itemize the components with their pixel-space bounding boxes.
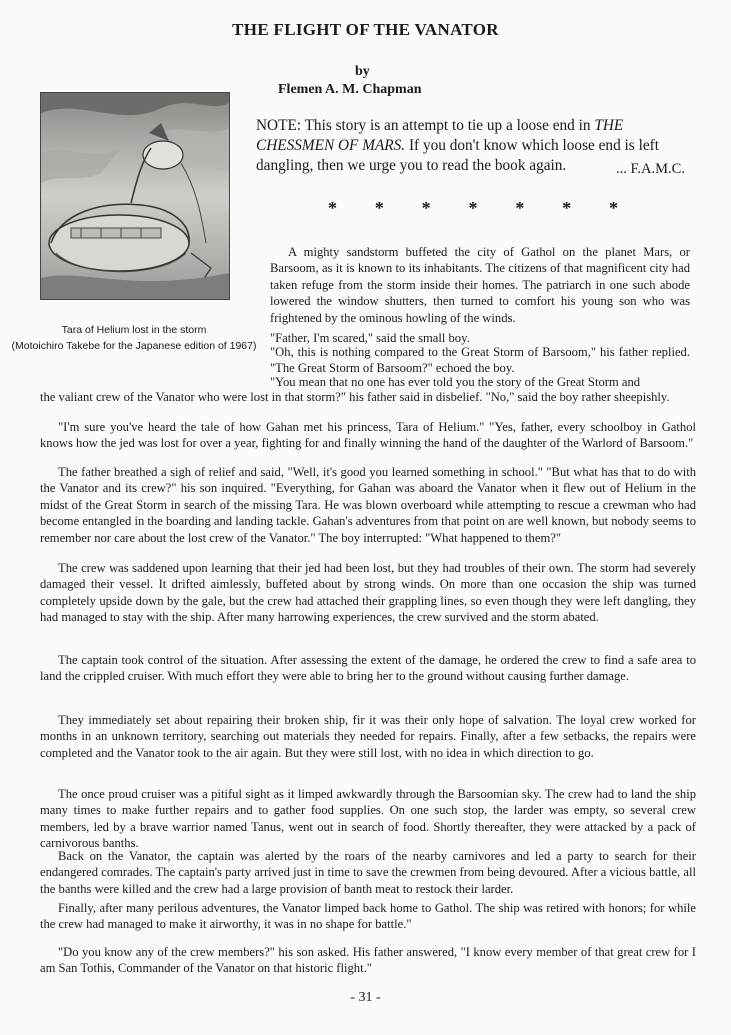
- story-paragraph: The father breathed a sigh of relief and said, "Well, it's good you learned something in school." "But what has that to do with the Vanator and its crew?" his son inquired. "Everything, for Gahan was aboard the Vanator when it flew out of Helium in the midst of the Great Storm in search of the missing Tara. He was blown overboard while attempting to rescue a crewman who had become entangled in the boarding and landing tackle. Gahan's adventures from that point on are well known, but nobody seems to remember nor care about the lost crew of the Vanator." The boy interrupted: "What happened to them?": [40, 465, 696, 545]
- separator-star: *: [515, 198, 525, 218]
- story-paragraph: A mighty sandstorm buffeted the city of Gathol on the planet Mars, or Barsoom, as it is known to its inhabitants. The citizens of that magnificent city had taken refuge from the storm inside their homes. The patriarch in one such abode lowered the window shutters, then turned to comfort his young son who was frightened by the ominous howling of the winds.: [270, 245, 690, 325]
- story-paragraph: The captain took control of the situation. After assessing the extent of the damage, he ordered the crew to find a safe area to land the crippled cruiser. With much effort they were able to bring her to the ground without causing further damage.: [40, 653, 696, 684]
- story-paragraph: Finally, after many perilous adventures, the Vanator limped back home to Gathol. The ship was retired with honors; for while the crew had managed to make it airworthy, it was in no shape for battle.": [40, 901, 696, 932]
- separator-star: *: [328, 198, 337, 218]
- illustration: [40, 92, 230, 300]
- story-paragraph: "You mean that no one has ever told you the story of the Great Storm and: [270, 375, 641, 389]
- separator-star: *: [608, 198, 618, 218]
- story-paragraph: They immediately set about repairing their broken ship, fir it was their only hope of salvation. The loyal crew worked for months in an unknown territory, searching out materials they needed for repairs. Finally, after a few setbacks, the repairs were completed and the Vanator took to the air again. But they were still lost, with no idea in which direction to go.: [40, 713, 696, 760]
- story-paragraph: "Do you know any of the crew members?" his son asked. His father answered, "I know every member of that great crew for I am San Tothis, Commander of the Vanator on that historic flight.": [40, 945, 696, 976]
- story-paragraph: the valiant crew of the Vanator who were lost in that storm?" his father said in disbelief. "No," said the boy rather sheepishly.: [40, 390, 670, 404]
- separator-star: *: [421, 198, 431, 218]
- note-book-title: THE CHESSMEN OF MARS.: [256, 117, 624, 154]
- byline: by: [355, 64, 370, 79]
- separator-star: *: [468, 198, 478, 218]
- story-paragraph: The crew was saddened upon learning that their jed had been lost, but they had troubles of their own. The storm had severely damaged their vessel. It drifted aimlessly, buffeted about by strong winds. On more than one occasion the ship was turned completely upside down by the gale, but the crew had attached their grappling lines, so even though they were left dangling, they had managed to stay with the ship. After many harrowing experiences, the crew survived and the storm abated.: [40, 561, 696, 625]
- caption-line-1: Tara of Helium lost in the storm: [61, 324, 207, 336]
- section-separator: [328, 198, 618, 219]
- page-number: - 31 -: [350, 990, 381, 1005]
- story-paragraph: Back on the Vanator, the captain was alerted by the roars of the nearby carnivores and led a party to search for their endangered comrades. The captain's party arrived just in time to save the crewmen from being devoured. After a vicious battle, all the banths were killed and the crew had a large provision of banth meat to restock their larder.: [40, 849, 696, 896]
- caption-line-2: (Motoichiro Takebe for the Japanese edition of 1967): [11, 340, 257, 352]
- separator-star: *: [374, 198, 384, 218]
- note-signature: ... F.A.M.C.: [616, 161, 685, 177]
- article-title: THE FLIGHT OF THE VANATOR: [232, 20, 499, 39]
- separator-star: *: [562, 198, 572, 218]
- note-rest: If you don't know which loose end is left dangling, then we urge you to read the book again.: [256, 137, 659, 174]
- author-name: Flemen A. M. Chapman: [278, 82, 422, 97]
- figure-caption: [0, 322, 268, 354]
- story-paragraph: "Oh, this is nothing compared to the Great Storm of Barsoom," his father replied. "The Great Storm of Barsoom?" echoed the boy.: [270, 345, 690, 376]
- story-paragraph: "I'm sure you've heard the tale of how Gahan met his princess, Tara of Helium." "Yes, father, every schoolboy in Gathol knows how the jed was lost for over a year, fighting for and finally winning the hand of the daughter of the Warlord of Barsoom.": [40, 420, 696, 451]
- note-lead: NOTE: This story is an attempt to tie up a loose end in: [256, 117, 595, 134]
- story-paragraph: The once proud cruiser was a pitiful sight as it limped awkwardly through the Barsoomian sky. The crew had to land the ship many times to make further repairs and to gather food supplies. On one such stop, the larder was empty, so several crew members, led by a brave warrior named Tanus, went out in search of food. Shortly thereafter, they were attacked by a pack of carnivorous banths.: [40, 787, 696, 851]
- airship-storm-illustration: [41, 93, 229, 299]
- story-paragraph: "Father, I'm scared," said the small boy.: [270, 331, 470, 345]
